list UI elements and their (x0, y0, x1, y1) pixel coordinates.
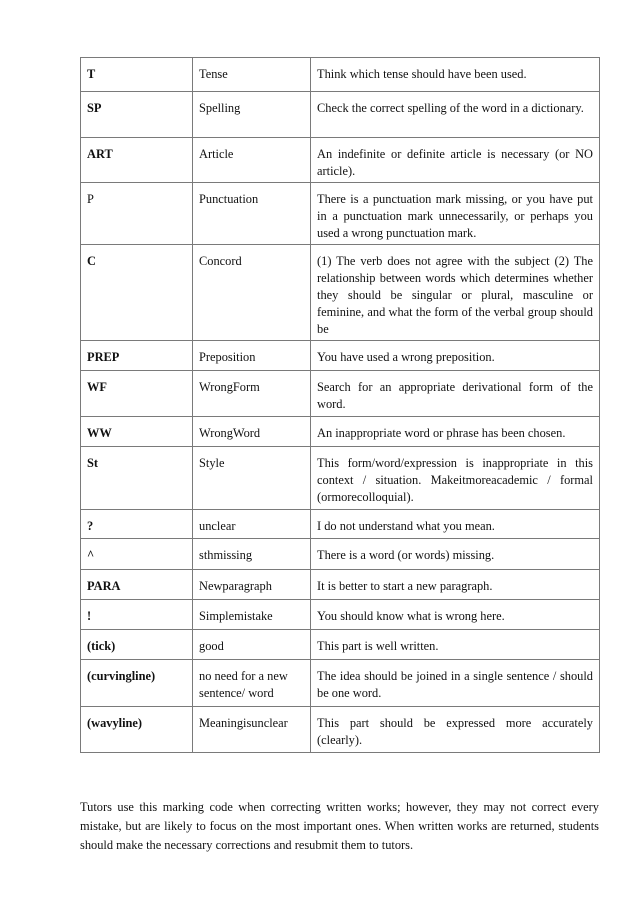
category-cell (193, 570, 311, 600)
description-cell-text: There is a punctuation mark missing, or you have put in a punctuation mark unnecessarily, or perhaps you used a wrong punctuation mark. (317, 192, 593, 240)
marking-code-table (80, 57, 600, 753)
description-cell (311, 570, 600, 600)
description-cell (311, 447, 600, 510)
description-cell-text: It is better to start a new paragraph. (317, 579, 493, 593)
description-cell (311, 417, 600, 447)
category-cell-text: sthmissing (199, 548, 253, 562)
description-cell (311, 58, 600, 92)
code-cell-text: St (87, 456, 99, 470)
code-cell (81, 539, 193, 570)
description-cell (311, 630, 600, 660)
category-cell-text: good (199, 639, 224, 653)
category-cell-text: Concord (199, 254, 242, 268)
category-cell (193, 510, 311, 539)
table-row (81, 570, 600, 600)
description-cell-text: Think which tense should have been used. (317, 67, 527, 81)
table-row (81, 600, 600, 630)
description-cell (311, 539, 600, 570)
category-cell (193, 539, 311, 570)
category-cell-text: Style (199, 456, 225, 470)
description-cell-text: Search for an appropriate derivational form of the word. (317, 380, 593, 411)
category-cell-text: WrongForm (199, 380, 260, 394)
description-cell-text: There is a word (or words) missing. (317, 548, 495, 562)
table-row (81, 138, 600, 183)
category-cell (193, 630, 311, 660)
category-cell (193, 660, 311, 707)
category-cell (193, 447, 311, 510)
code-cell (81, 138, 193, 183)
marking-code-table-body (81, 58, 600, 753)
code-cell (81, 417, 193, 447)
code-cell-text: C (87, 254, 96, 268)
description-cell-text: I do not understand what you mean. (317, 519, 495, 533)
table-row (81, 58, 600, 92)
description-cell (311, 183, 600, 245)
table-row (81, 183, 600, 245)
category-cell-text: WrongWord (199, 426, 261, 440)
code-cell-text: ART (87, 147, 113, 161)
footer-paragraph: Tutors use this marking code when correcting written works; however, they may not correct every mistake, but are likely to focus on the most important ones. When written works are returned, students should make the necessary corrections and resubmit them to tutors. (80, 800, 599, 853)
category-cell-text: Spelling (199, 101, 241, 115)
code-cell-text: (curvingline) (87, 669, 156, 683)
code-cell-text: SP (87, 101, 102, 115)
table-row (81, 630, 600, 660)
description-cell-text: You have used a wrong preposition. (317, 350, 495, 364)
table-row (81, 660, 600, 707)
description-cell-text: (1) The verb does not agree with the subject (2) The relationship between words which determines whether they should be singular or plural, masculine or feminine, and what the form of the verbal group should be (317, 254, 593, 336)
table-row (81, 371, 600, 417)
category-cell-text: Meaningisunclear (199, 716, 288, 730)
code-cell (81, 371, 193, 417)
code-cell (81, 600, 193, 630)
category-cell (193, 341, 311, 371)
category-cell (193, 245, 311, 341)
description-cell-text: This part should be expressed more accurately (clearly). (317, 716, 593, 747)
code-cell-text: PREP (87, 350, 120, 364)
category-cell-text: Punctuation (199, 192, 259, 206)
description-cell (311, 707, 600, 753)
table-row (81, 417, 600, 447)
category-cell-text: Preposition (199, 350, 256, 364)
table-row (81, 341, 600, 371)
description-cell (311, 600, 600, 630)
code-cell-text: T (87, 67, 96, 81)
code-cell (81, 245, 193, 341)
description-cell-text: You should know what is wrong here. (317, 609, 505, 623)
category-cell (193, 371, 311, 417)
description-cell (311, 138, 600, 183)
code-cell (81, 630, 193, 660)
code-cell (81, 707, 193, 753)
category-cell (193, 417, 311, 447)
category-cell-text: unclear (199, 519, 236, 533)
table-row (81, 510, 600, 539)
code-cell-text: ? (87, 519, 94, 533)
code-cell-text: (wavyline) (87, 716, 143, 730)
code-cell-text: WW (87, 426, 112, 440)
code-cell-text: P (87, 192, 94, 206)
code-cell (81, 58, 193, 92)
code-cell (81, 447, 193, 510)
category-cell-text: Newparagraph (199, 579, 272, 593)
code-cell (81, 183, 193, 245)
description-cell-text: This form/word/expression is inappropriate in this context / situation. Makeitmoreacademic / formal (ormorecolloquial). (317, 456, 593, 504)
table-row (81, 245, 600, 341)
description-cell-text: An inappropriate word or phrase has been chosen. (317, 426, 566, 440)
category-cell-text: no need for a new sentence/ word (199, 669, 288, 700)
description-cell (311, 341, 600, 371)
category-cell (193, 600, 311, 630)
code-cell (81, 510, 193, 539)
category-cell-text: Simplemistake (199, 609, 273, 623)
table-row (81, 447, 600, 510)
description-cell-text: The idea should be joined in a single sentence / should be one word. (317, 669, 593, 700)
category-cell-text: Article (199, 147, 234, 161)
category-cell-text: Tense (199, 67, 228, 81)
table-row (81, 707, 600, 753)
table-row (81, 539, 600, 570)
category-cell (193, 183, 311, 245)
code-cell (81, 92, 193, 138)
code-cell (81, 660, 193, 707)
code-cell (81, 570, 193, 600)
description-cell (311, 245, 600, 341)
category-cell (193, 707, 311, 753)
code-cell-text: ! (87, 609, 92, 623)
code-cell-text: PARA (87, 579, 121, 593)
table-row (81, 92, 600, 138)
description-cell (311, 371, 600, 417)
description-cell-text: Check the correct spelling of the word in a dictionary. (317, 101, 584, 115)
code-cell (81, 341, 193, 371)
description-cell (311, 92, 600, 138)
description-cell (311, 510, 600, 539)
code-cell-text: ^ (87, 548, 95, 562)
description-cell-text: An indefinite or definite article is necessary (or NO article). (317, 147, 593, 178)
category-cell (193, 92, 311, 138)
code-cell-text: (tick) (87, 639, 116, 653)
description-cell-text: This part is well written. (317, 639, 439, 653)
category-cell (193, 138, 311, 183)
code-cell-text: WF (87, 380, 107, 394)
description-cell (311, 660, 600, 707)
category-cell (193, 58, 311, 92)
